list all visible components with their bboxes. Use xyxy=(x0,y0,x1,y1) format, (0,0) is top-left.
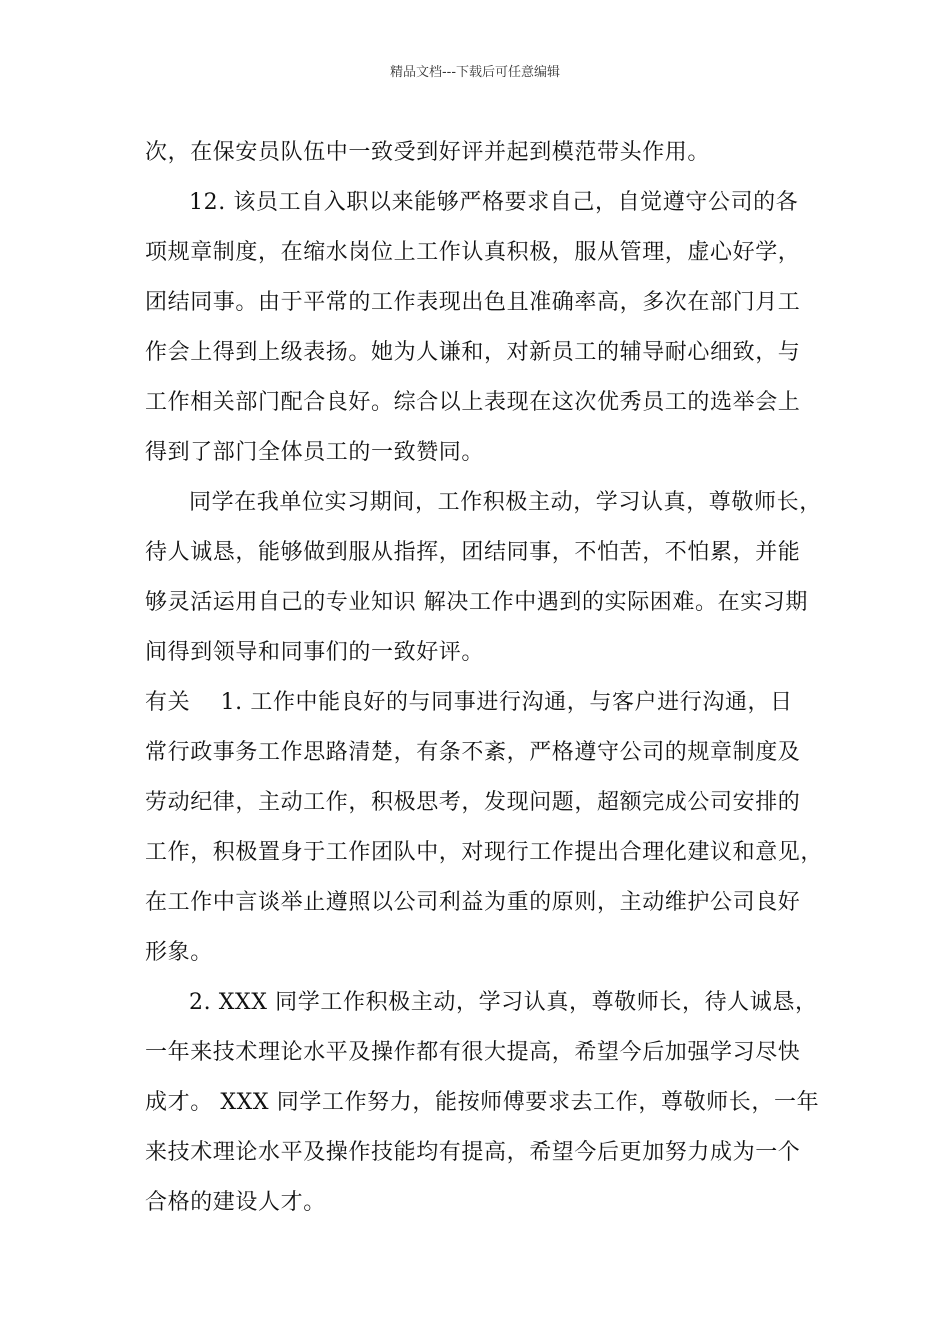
paragraph-5 xyxy=(145,978,830,1228)
text-line: 在工作中言谈举止遵照以公司利益为重的原则，主动维护公司良好 xyxy=(145,890,801,915)
paragraph-4 xyxy=(145,678,830,978)
paragraph-2 xyxy=(145,178,830,478)
text-line: 待人诚恳，能够做到服从指挥，团结同事，不怕苦，不怕累，并能 xyxy=(145,540,801,565)
text-line: 常行政事务工作思路清楚，有条不紊，严格遵守公司的规章制度及 xyxy=(145,740,801,765)
text-line: 成才。 XXX 同学工作努力，能按师傅要求去工作，尊敬师长，一年 xyxy=(145,1090,820,1115)
text-line: 形象。 xyxy=(145,940,213,965)
text-line: 够灵活运用自己的专业知识 解决工作中遇到的实际困难。在实习期 xyxy=(145,590,808,615)
text-line: 来技术理论水平及操作技能均有提高，希望今后更加努力成为一个 xyxy=(145,1140,801,1165)
document-body xyxy=(145,128,830,1228)
text-line: 项规章制度，在缩水岗位上工作认真积极，服从管理，虚心好学， xyxy=(145,240,801,265)
paragraph-1 xyxy=(145,128,830,178)
text-line: 合格的建设人才。 xyxy=(145,1190,326,1215)
text-line: 间得到领导和同事们的一致好评。 xyxy=(145,640,485,665)
text-line: 劳动纪律，主动工作，积极思考，发现问题，超额完成公司安排的 xyxy=(145,790,801,815)
text-line: 有关 1. 工作中能良好的与同事进行沟通，与客户进行沟通，日 xyxy=(145,690,793,715)
text-line: 一年来技术理论水平及操作都有很大提高，希望今后加强学习尽快 xyxy=(145,1040,801,1065)
text-line: 作会上得到上级表扬。她为人谦和，对新员工的辅导耐心细致，与 xyxy=(145,340,801,365)
paragraph-3 xyxy=(145,478,830,678)
text-line: 次，在保安员队伍中一致受到好评并起到模范带头作用。 xyxy=(145,140,711,165)
text-line: 2. XXX 同学工作积极主动，学习认真，尊敬师长，待人诚恳， xyxy=(189,990,818,1015)
text-line: 同学在我单位实习期间，工作积极主动，学习认真，尊敬师长， xyxy=(189,490,822,515)
text-line: 得到了部门全体员工的一致赞同。 xyxy=(145,440,485,465)
page-header: 精品文档---下载后可任意编辑 xyxy=(389,65,561,80)
text-line: 工作相关部门配合良好。综合以上表现在这次优秀员工的选举会上 xyxy=(145,390,801,415)
text-line: 12. 该员工自入职以来能够严格要求自己，自觉遵守公司的各 xyxy=(189,190,799,215)
text-line: 工作，积极置身于工作团队中，对现行工作提出合理化建议和意见， xyxy=(145,840,824,865)
text-line: 团结同事。由于平常的工作表现出色且准确率高，多次在部门月工 xyxy=(145,290,801,315)
